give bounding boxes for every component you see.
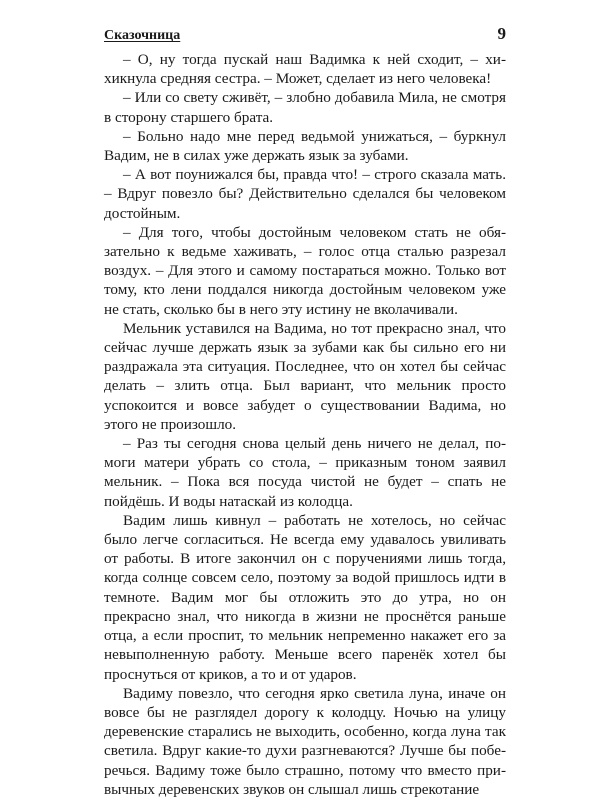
book-page: [104, 24, 506, 799]
paragraph: Вадиму повезло, что сегодня ярко светила луна, иначе он вовсе бы не разглядел дорогу к колодцу. Ночью на улицу деревенские старались не выходить, особенно, когда луна так светила. Вдруг какие-то духи разгневаются? Лучше бы поберечься. Вадиму тоже было страшно, потому что вместо привычных деревенских звуков он слышал лишь стрекотание: [104, 684, 506, 798]
paragraph: – А вот поунижался бы, правда что! – строго сказала мать. – Вдруг повезло бы? Действительно сделался бы человеком достойным.: [104, 166, 506, 222]
paragraph: – Больно надо мне перед ведьмой унижаться, – буркнул Вадим, не в силах уже держать язык за зубами.: [104, 127, 506, 165]
page-number: 9: [497, 24, 506, 43]
paragraph: Мельник уставился на Вадима, но тот прекрасно знал, что сейчас лучше держать язык за зубами как бы сильно его ни раздражала эта ситуация. Последнее, что он хотел бы сейчас делать – злить отца. Был вариант, что мельник просто успокоится и вовсе забудет о существовании Вадима, но этого не произошло.: [104, 319, 506, 433]
body-text: [104, 50, 506, 799]
paragraph: – Раз ты сегодня снова целый день ничего не делал, помоги матери убрать со стола, – приказным тоном заявил мельник. – Пока вся посуда чистой не будет – спать не пойдёшь. И воды натаскай из колодца.: [104, 435, 506, 510]
page-header: [104, 24, 506, 46]
paragraph: – Или со свету сживёт, – злобно добавила Мила, не смотря в сторону старшего брата.: [104, 89, 506, 126]
paragraph: – О, ну тогда пускай наш Вадимка к ней сходит, – хихикнула средняя сестра. – Может, сделает из него человека!: [104, 51, 506, 88]
running-title: Сказочница: [104, 28, 181, 43]
paragraph: Вадим лишь кивнул – работать не хотелось, но сейчас было легче согласиться. Не всегда ему удавалось увиливать от работы. В итоге закончил он с поручениями лишь тогда, когда солнце совсем село, поэтому за водой пришлось идти в темноте. Вадим мог бы отложить это до утра, но он прекрасно знал, что никогда в жизни не проснётся раньше отца, а если проспит, то мельник непременно накажет его за невыполненную работу. Меньше всего паренёк хотел бы проснуться от криков, а то и от ударов.: [104, 511, 506, 683]
paragraph: – Для того, чтобы достойным человеком стать не обязательно к ведьме хаживать, – голос отца сталью разрезал воздух. – Для этого и самому постараться можно. Только вот тому, кто лени поддался никогда достойным человеком уже не стать, сколько бы в него эту истину не вколачивали.: [104, 223, 506, 318]
